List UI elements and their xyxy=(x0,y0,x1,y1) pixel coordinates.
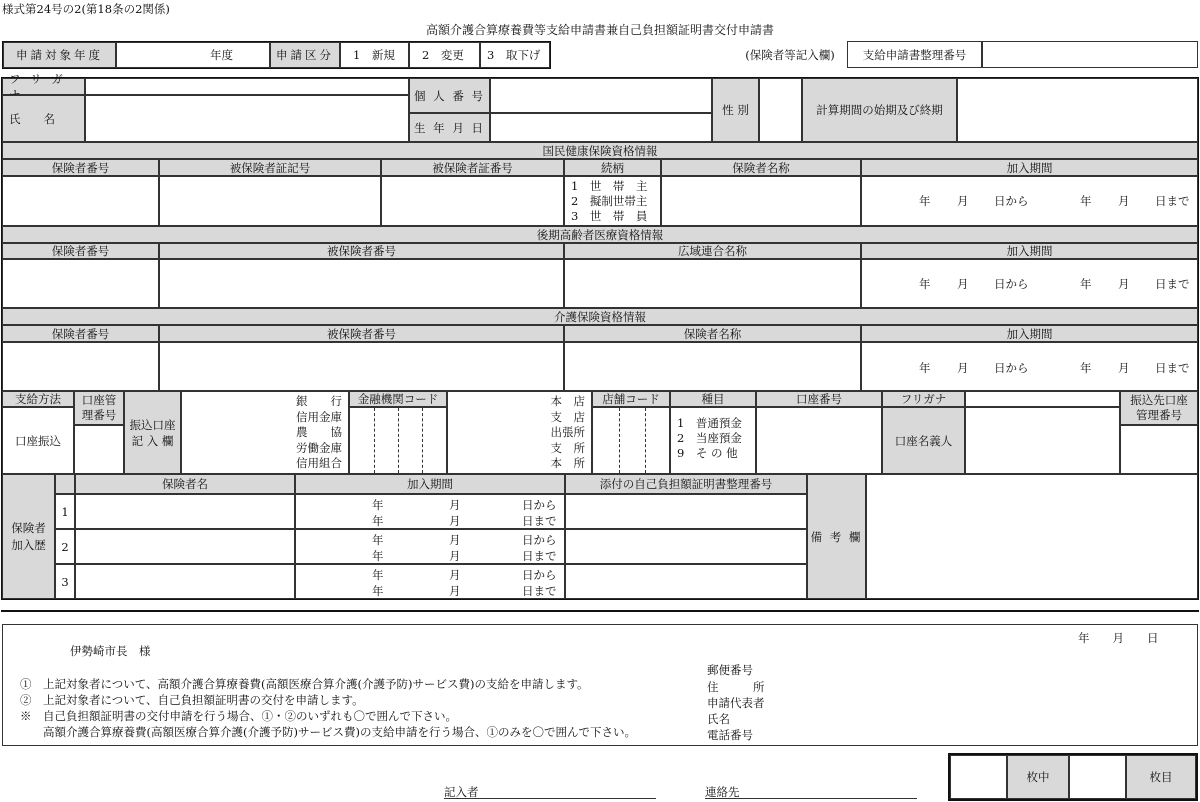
h1-from-month: 月 xyxy=(449,498,461,512)
history-col-period: 加入期間 xyxy=(295,474,565,494)
koki-to-month: 月 xyxy=(1118,277,1130,291)
insurer-note: (保険者等記入欄) xyxy=(745,48,835,62)
name-field[interactable] xyxy=(85,95,409,142)
holder-furigana-label: フリガナ xyxy=(882,391,965,407)
remarks-field[interactable] xyxy=(866,474,1198,599)
sheets-nth-label: 枚目 xyxy=(1126,755,1196,799)
h2-from-year: 年 xyxy=(372,533,384,547)
koki-to-day: 日まで xyxy=(1155,277,1190,291)
kokuho-insurer-name-field[interactable] xyxy=(661,176,861,226)
koki-col-period: 加入期間 xyxy=(861,243,1198,259)
target-year-label: 申請対象年度 xyxy=(3,42,116,68)
h3-from-month: 月 xyxy=(449,568,461,582)
category-option-new[interactable]: 1 新規 xyxy=(340,42,409,68)
kokuho-to-month: 月 xyxy=(1118,194,1130,208)
bank-code-field[interactable] xyxy=(349,407,447,474)
history-row-period-field[interactable] xyxy=(295,564,565,599)
kokuho-col-period: 加入期間 xyxy=(861,159,1198,176)
h2-to-year: 年 xyxy=(372,549,384,563)
contact-label: 連絡先 xyxy=(705,785,740,799)
history-col-cert-no: 添付の自己負担額証明書整理番号 xyxy=(565,474,807,494)
h3-to-month: 月 xyxy=(449,584,461,598)
account-holder-label: 口座名義人 xyxy=(882,407,965,474)
h1-from-year: 年 xyxy=(372,498,384,512)
kokuho-from-month: 月 xyxy=(957,194,969,208)
account-type-options[interactable] xyxy=(670,407,756,474)
kokuho-col-insurer-name: 保険者名称 xyxy=(661,159,861,176)
kaigo-insurer-no-field[interactable] xyxy=(2,342,159,391)
h2-to-month: 月 xyxy=(449,549,461,563)
furigana-field[interactable] xyxy=(85,78,409,95)
dest-mgmt-no-field[interactable] xyxy=(1120,425,1198,474)
declaration-date[interactable]: 年 月 日 xyxy=(1078,631,1159,645)
kokuho-insurer-no-field[interactable] xyxy=(2,176,159,226)
koki-from-day: 日から xyxy=(994,277,1029,291)
target-year-field[interactable] xyxy=(116,42,270,68)
koki-from-year: 年 xyxy=(919,277,931,291)
kokuho-card-symbol-field[interactable] xyxy=(159,176,381,226)
account-mgmt-no-label: 口座管 理番号 xyxy=(74,391,124,425)
h3-to-year: 年 xyxy=(372,584,384,598)
calc-period-field[interactable] xyxy=(957,78,1198,142)
h3-from-year: 年 xyxy=(372,568,384,582)
history-row-cert-field[interactable] xyxy=(565,494,807,529)
holder-furigana-field[interactable] xyxy=(965,391,1120,407)
history-col-insurer: 保険者名 xyxy=(75,474,295,494)
sheet-index-field[interactable] xyxy=(1069,755,1126,799)
dest-mgmt-no-label: 振込先口座 管理番号 xyxy=(1120,391,1198,425)
h2-from-month: 月 xyxy=(449,533,461,547)
section-divider xyxy=(1,610,1199,612)
koki-col-insurer-no: 保険者番号 xyxy=(2,243,159,259)
kokuho-section-title: 国民健康保険資格情報 xyxy=(2,142,1198,159)
kaigo-to-year: 年 xyxy=(1080,361,1092,375)
total-sheets-field[interactable] xyxy=(950,755,1007,799)
kokuho-relationship-options[interactable] xyxy=(564,176,661,226)
kaigo-from-year: 年 xyxy=(919,361,931,375)
declaration-note-2: 高額介護合算療養費(高額医療合算介護(介護予防)サービス費)の支給申請を行う場合、①のみを〇で囲んで下さい。 xyxy=(20,725,636,739)
relationship-deemed-head: 2 擬制世帯主 xyxy=(571,194,648,208)
bank-code-label: 金融機関コード xyxy=(349,391,447,407)
form-number: 様式第24号の2(第18条の2関係) xyxy=(2,2,170,16)
declaration-note-1: ※ 自己負担額証明書の交付申請を行う場合、①・②のいずれも〇で囲んで下さい。 xyxy=(20,709,457,723)
payment-method-transfer[interactable]: 口座振込 xyxy=(2,407,74,474)
kaigo-insured-no-field[interactable] xyxy=(159,342,564,391)
sex-field[interactable] xyxy=(759,78,802,142)
kokuho-period-field[interactable] xyxy=(861,176,1198,226)
h3-from-day: 日から xyxy=(522,568,557,582)
history-row-number: 2 xyxy=(55,529,75,564)
kaigo-from-month: 月 xyxy=(957,361,969,375)
koki-section-title: 後期高齢者医療資格情報 xyxy=(2,226,1198,243)
claim-number-label: 支給申請書整理番号 xyxy=(847,41,982,68)
claim-number-field[interactable] xyxy=(982,41,1198,68)
h1-to-day: 日まで xyxy=(522,514,557,528)
address-label: 住 所 xyxy=(707,680,765,694)
h1-from-day: 日から xyxy=(522,498,557,512)
phone-label: 電話番号 xyxy=(707,728,753,742)
kokuho-col-card-number: 被保険者証番号 xyxy=(381,159,564,176)
koki-union-name-field[interactable] xyxy=(564,259,861,308)
contact-underline[interactable] xyxy=(705,798,917,799)
kokuho-col-insurer-no: 保険者番号 xyxy=(2,159,159,176)
history-row-insurer-field[interactable] xyxy=(75,564,295,599)
h2-from-day: 日から xyxy=(522,533,557,547)
kokuho-col-card-symbol: 被保険者証記号 xyxy=(159,159,381,176)
year-suffix: 年度 xyxy=(210,48,233,62)
kaigo-from-day: 日から xyxy=(994,361,1029,375)
koki-insurer-no-field[interactable] xyxy=(2,259,159,308)
remarks-label: 備 考 欄 xyxy=(807,474,866,599)
kaigo-to-day: 日まで xyxy=(1155,361,1190,375)
kokuho-to-day: 日まで xyxy=(1155,194,1190,208)
branch-type-cell[interactable] xyxy=(447,391,592,474)
branch-code-field[interactable] xyxy=(592,407,670,474)
representative-label: 申請代表者 xyxy=(707,696,765,710)
calc-period-label: 計算期間の始期及び終期 xyxy=(802,78,957,142)
kokuho-to-year: 年 xyxy=(1080,194,1092,208)
koki-insured-no-field[interactable] xyxy=(159,259,564,308)
sheets-middle-label: 枚中 xyxy=(1007,755,1069,799)
kaigo-section-title: 介護保険資格情報 xyxy=(2,308,1198,325)
h1-to-year: 年 xyxy=(372,514,384,528)
history-row-number: 3 xyxy=(55,564,75,599)
account-number-label: 口座番号 xyxy=(756,391,882,407)
category-option-withdraw[interactable]: 3 取下げ xyxy=(480,42,550,68)
history-row-insurer-field[interactable] xyxy=(75,529,295,564)
kaigo-insurer-name-field[interactable] xyxy=(564,342,861,391)
history-row-period-field[interactable] xyxy=(295,529,565,564)
bank-type-cell[interactable] xyxy=(181,391,349,474)
history-label: 保険者 加入歴 xyxy=(2,474,55,599)
form-title: 高額介護合算療養費等支給申請書兼自己負担額証明書交付申請書 xyxy=(425,22,774,37)
history-row-insurer-field[interactable] xyxy=(75,494,295,529)
furigana-label: フ リ ガ xyxy=(2,78,85,95)
kokuho-from-year: 年 xyxy=(919,194,931,208)
relationship-head: 1 世 帯 主 xyxy=(571,179,648,193)
transfer-entry-label: 振込口座 記 入 欄 xyxy=(124,391,181,474)
category-label: 申請区分 xyxy=(270,42,340,68)
declaration-addressee: 伊勢崎市長 様 xyxy=(70,644,151,658)
kokuho-card-number-field[interactable] xyxy=(381,176,564,226)
h1-to-month: 月 xyxy=(449,514,461,528)
writer-label: 記入者 xyxy=(444,785,479,799)
declaration-line-1: ① 上記対象者について、高額介護合算療養費(高額医療合算介護(介護予防)サービス費)の支給を申請します。 xyxy=(20,677,589,691)
koki-to-year: 年 xyxy=(1080,277,1092,291)
account-type-list: 1 普通預金 2 当座預金 9 そ の 他 xyxy=(677,416,742,460)
koki-from-month: 月 xyxy=(957,277,969,291)
history-corner xyxy=(55,474,75,494)
account-type-label: 種目 xyxy=(670,391,756,407)
relationship-member: 3 世 帯 員 xyxy=(571,209,648,223)
kaigo-col-period: 加入期間 xyxy=(861,325,1198,342)
history-row-cert-field[interactable] xyxy=(565,529,807,564)
birth-date-field[interactable] xyxy=(490,113,712,142)
bank-type-options: 銀 行 信用金庫 農 協 労働金庫 信用組合 xyxy=(296,394,342,470)
h2-to-day: 日まで xyxy=(522,549,557,563)
koki-col-union-name: 広域連合名称 xyxy=(564,243,861,259)
writer-underline[interactable] xyxy=(444,798,656,799)
declaration-line-2: ② 上記対象者について、自己負担額証明書の交付を申請します。 xyxy=(20,693,364,707)
koki-col-insured-no: 被保険者番号 xyxy=(159,243,564,259)
history-row-cert-field[interactable] xyxy=(565,564,807,599)
branch-code-label: 店舗コード xyxy=(592,391,670,407)
branch-type-options: 本 店 支 店 出張所 支 所 本 所 xyxy=(550,394,585,470)
kaigo-col-insured-no: 被保険者番号 xyxy=(159,325,564,342)
account-holder-field[interactable] xyxy=(965,407,1120,474)
kaigo-to-month: 月 xyxy=(1118,361,1130,375)
kokuho-from-day: 日から xyxy=(994,194,1029,208)
account-mgmt-no-field[interactable] xyxy=(74,425,124,474)
payment-method-label: 支給方法 xyxy=(2,391,74,407)
sex-label: 性 別 xyxy=(712,78,759,142)
personal-number-field[interactable] xyxy=(490,78,712,113)
kokuho-col-relationship: 続柄 xyxy=(564,159,661,176)
account-number-field[interactable] xyxy=(756,407,882,474)
birth-date-label: 生 年 月 日 xyxy=(409,113,490,142)
kaigo-period-field[interactable] xyxy=(861,342,1198,391)
name-label: 氏 名 xyxy=(2,95,85,142)
category-option-change[interactable]: 2 変更 xyxy=(409,42,480,68)
rep-name-label: 氏名 xyxy=(707,712,730,726)
history-row-period-field[interactable] xyxy=(295,494,565,529)
kaigo-col-insurer-no: 保険者番号 xyxy=(2,325,159,342)
personal-number-label: 個 人 番 号 xyxy=(409,78,490,113)
h3-to-day: 日まで xyxy=(522,584,557,598)
postal-code-label: 郵便番号 xyxy=(707,663,753,677)
history-row-number: 1 xyxy=(55,494,75,529)
kaigo-col-insurer-name: 保険者名称 xyxy=(564,325,861,342)
koki-period-field[interactable] xyxy=(861,259,1198,308)
